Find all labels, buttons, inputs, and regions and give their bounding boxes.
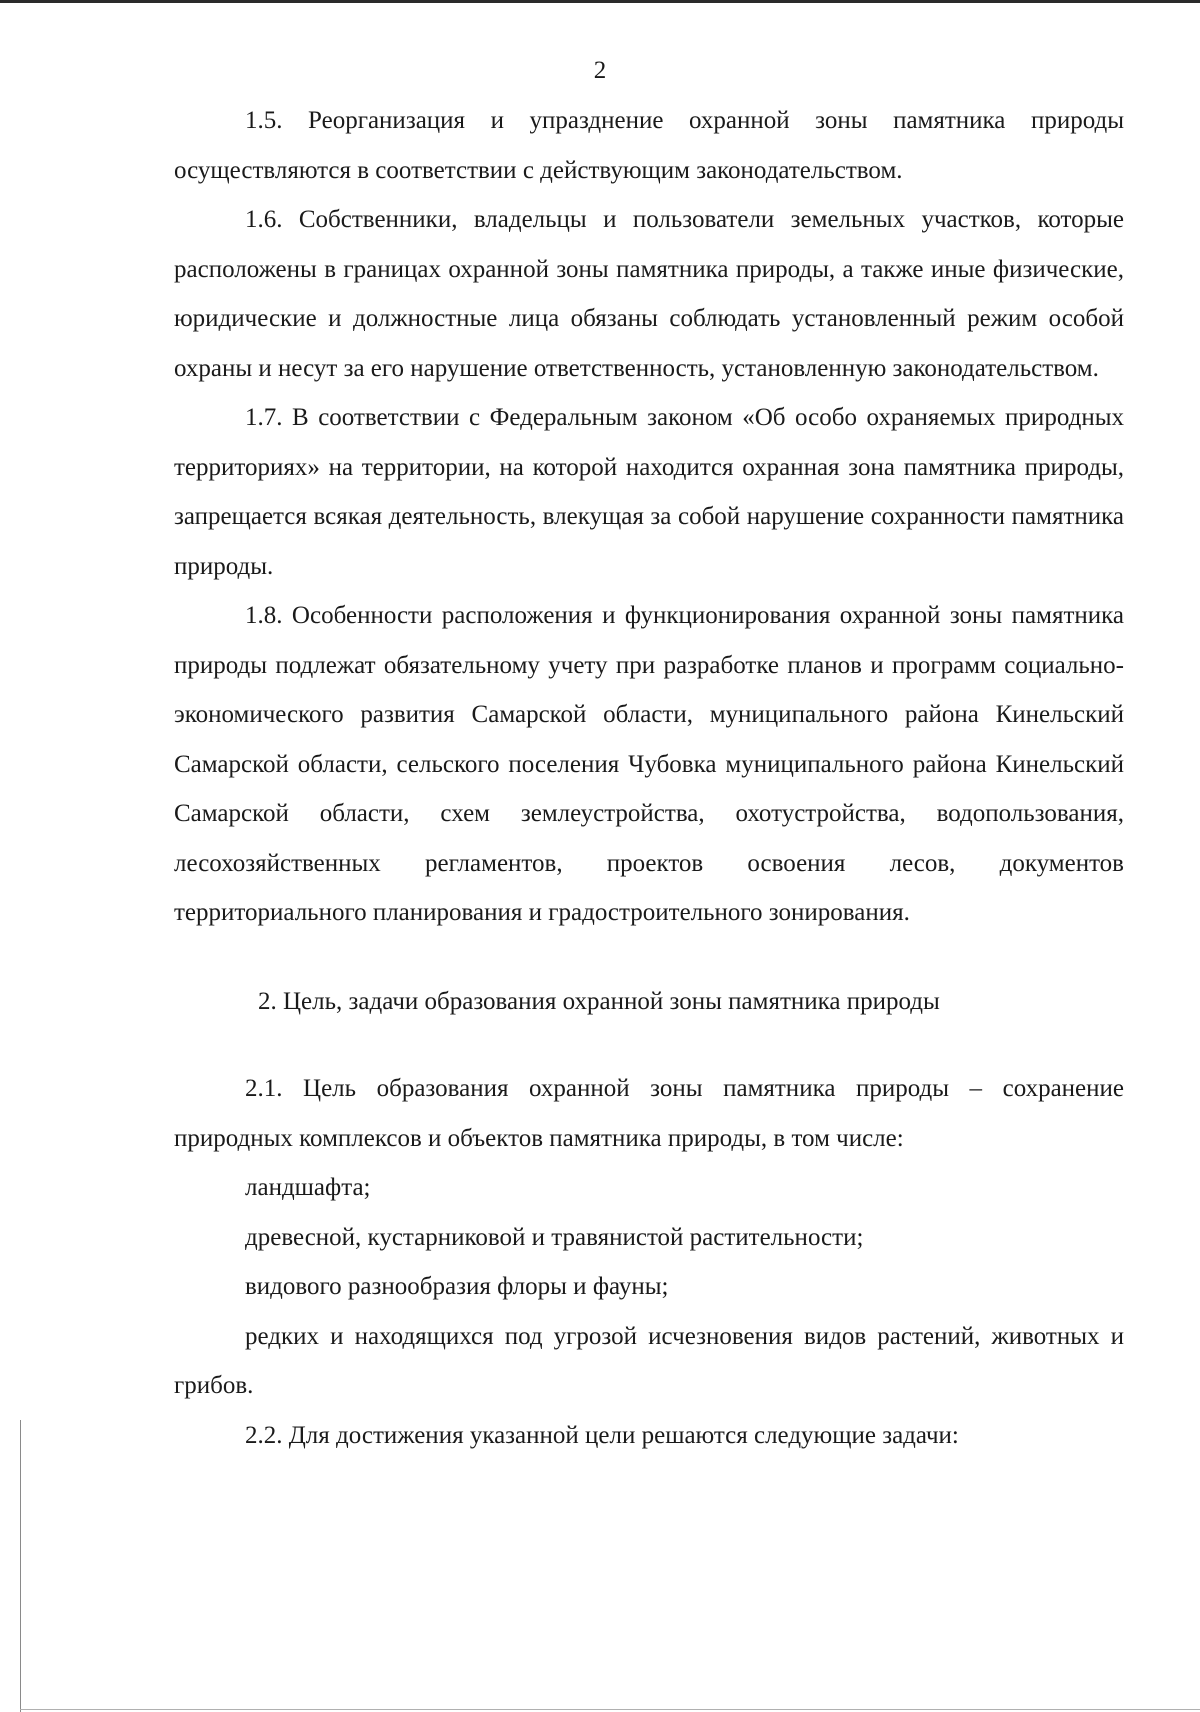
paragraph-2-1: 2.1. Цель образования охранной зоны памятника природы – сохранение природных комплексов и объектов памятника природы, в том числе: — [174, 1075, 1124, 1152]
paragraph-1-6: 1.6. Собственники, владельцы и пользователи земельных участков, которые расположены в границах охранной зоны памятника природы, а также иные физические, юридические и должностные лица обязаны соблюдать установленный режим особой охраны и несут за его нарушение ответственность, установленную законодательством. — [174, 206, 1124, 382]
scan-bottom-border — [20, 1709, 1200, 1710]
paragraph-1-5: 1.5. Реорганизация и упразднение охранной зоны памятника природы осуществляются в соответствии с действующим законодательством. — [174, 107, 1124, 184]
section-2-heading: 2. Цель, задачи образования охранной зоны памятника природы — [258, 987, 940, 1015]
paragraph-1-7: 1.7. В соответствии с Федеральным законом «Об особо охраняемых природных территориях» на территории, на которой находится охранная зона памятника природы, запрещается всякая деятельность, влекущая за собой нарушение сохранности памятника природы. — [174, 404, 1124, 580]
document-body — [174, 96, 1124, 1460]
list-item-vegetation: древесной, кустарниковой и травянистой растительности; — [245, 1223, 864, 1251]
paragraph-1-8: 1.8. Особенности расположения и функционирования охранной зоны памятника природы подлежат обязательному учету при разработке планов и программ социально-экономического развития Самарской области, муниципального района Кинельский Самарской области, сельского поселения Чубовка муниципального района Кинельский Самарской области, схем землеустройства, охотустройства, водопользования, лесохозяйственных регламентов, проектов освоения лесов, документов территориального планирования и градостроительного зонирования. — [174, 602, 1124, 926]
list-item-landscape: ландшафта; — [245, 1174, 371, 1201]
list-item-biodiversity: видового разнообразия флоры и фауны; — [245, 1273, 669, 1300]
page-number: 2 — [593, 57, 607, 84]
scan-left-border — [20, 1420, 21, 1712]
paragraph-2-2: 2.2. Для достижения указанной цели решаются следующие задачи: — [245, 1421, 959, 1449]
scan-top-border — [0, 0, 1200, 3]
list-item-rare-species: редких и находящихся под угрозой исчезновения видов растений, животных и грибов. — [174, 1322, 1124, 1399]
